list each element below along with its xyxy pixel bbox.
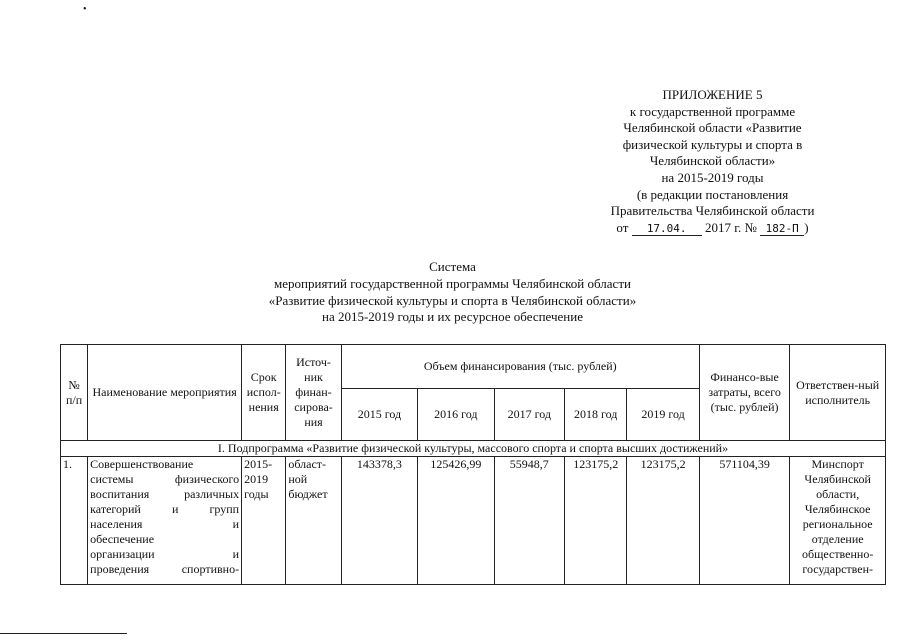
date-prefix: от — [616, 219, 629, 235]
appendix-line: ПРИЛОЖЕНИЕ 5 — [662, 87, 763, 102]
name-line: категорий и групп — [90, 502, 240, 516]
responsible-line: Челябинской — [804, 472, 871, 486]
responsible-line: области, — [816, 487, 860, 501]
term-line: 2019 — [244, 472, 269, 486]
decree-number: 182-П — [760, 223, 804, 236]
footnote-rule — [0, 633, 127, 634]
appendix-line: Правительства Челябинской области — [610, 203, 815, 219]
appendix-line: (в редакции постановления — [636, 186, 789, 202]
name-line: воспитания различных — [90, 487, 240, 501]
row-responsible — [790, 457, 886, 585]
header-year: 2017 год — [494, 389, 564, 441]
row-num: 1. — [61, 457, 88, 585]
term-line: 2015- — [244, 457, 273, 471]
appendix-line: на 2015-2019 годы — [661, 169, 764, 185]
responsible-line: общественно- — [802, 547, 874, 561]
date-value: 17.04. — [632, 223, 702, 236]
header-year: 2019 год — [627, 389, 699, 441]
appendix-block — [580, 87, 845, 236]
header-year: 2016 год — [418, 389, 494, 441]
responsible-line: Челябинское — [804, 502, 871, 516]
name-line: населения и — [90, 517, 240, 531]
value-2017: 55948,7 — [494, 457, 564, 585]
scan-mark: • — [83, 4, 87, 15]
row-source — [286, 457, 341, 585]
header-year: 2015 год — [341, 389, 417, 441]
title-line: «Развитие физической культуры и спорта в Челябинской области» — [268, 292, 637, 308]
name-line: обеспечение — [90, 532, 155, 546]
responsible-line: Минспорт — [811, 457, 864, 471]
number-suffix: ) — [804, 219, 809, 235]
header-num: № п/п — [61, 345, 88, 441]
source-line: област- — [288, 457, 327, 471]
measures-table — [60, 344, 886, 585]
term-line: годы — [244, 487, 269, 501]
name-line: системы физического — [90, 472, 240, 486]
appendix-line: к государственной программе — [629, 103, 796, 119]
header-name: Наименование мероприятия — [88, 345, 242, 441]
value-2015: 143378,3 — [341, 457, 417, 585]
header-funding: Объем финансирования (тыс. рублей) — [341, 345, 699, 389]
row-name — [88, 457, 242, 585]
name-line: Совершенствование — [90, 457, 194, 471]
source-line: бюджет — [288, 487, 328, 501]
document-title — [180, 259, 725, 326]
header-term: Срок испол-нения — [242, 345, 286, 441]
header-year: 2018 год — [565, 389, 627, 441]
row-term — [242, 457, 286, 585]
appendix-line: Челябинской области «Развитие — [623, 120, 802, 136]
title-line: Система — [429, 259, 476, 274]
header-responsible: Ответствен-ный исполнитель — [790, 345, 886, 441]
responsible-line: государствен- — [802, 562, 874, 576]
value-2019: 123175,2 — [627, 457, 699, 585]
value-2016: 125426,99 — [418, 457, 494, 585]
source-line: ной — [288, 472, 308, 486]
name-line: организации и — [90, 547, 240, 561]
subprogram-row: I. Подпрограмма «Развитие физической культуры, массового спорта и спорта высших достижений» — [61, 441, 886, 457]
header-source: Источ-ник финан-сирова-ния — [286, 345, 341, 441]
responsible-line: отделение — [811, 532, 864, 546]
value-2018: 123175,2 — [565, 457, 627, 585]
responsible-line: региональное — [802, 517, 873, 531]
value-total: 571104,39 — [699, 457, 790, 585]
appendix-line: Челябинской области» — [649, 153, 776, 169]
title-line: на 2015-2019 годы и их ресурсное обеспечение — [321, 309, 583, 325]
date-year: 2017 г. № — [704, 219, 757, 235]
appendix-line: физической культуры и спорта в — [622, 136, 803, 152]
name-line: проведения спортивно- — [90, 562, 240, 576]
header-total: Финансо-вые затраты, всего (тыс. рублей) — [699, 345, 790, 441]
title-line: мероприятий государственной программы Челябинской области — [274, 275, 631, 291]
appendix-date-line — [580, 220, 845, 237]
